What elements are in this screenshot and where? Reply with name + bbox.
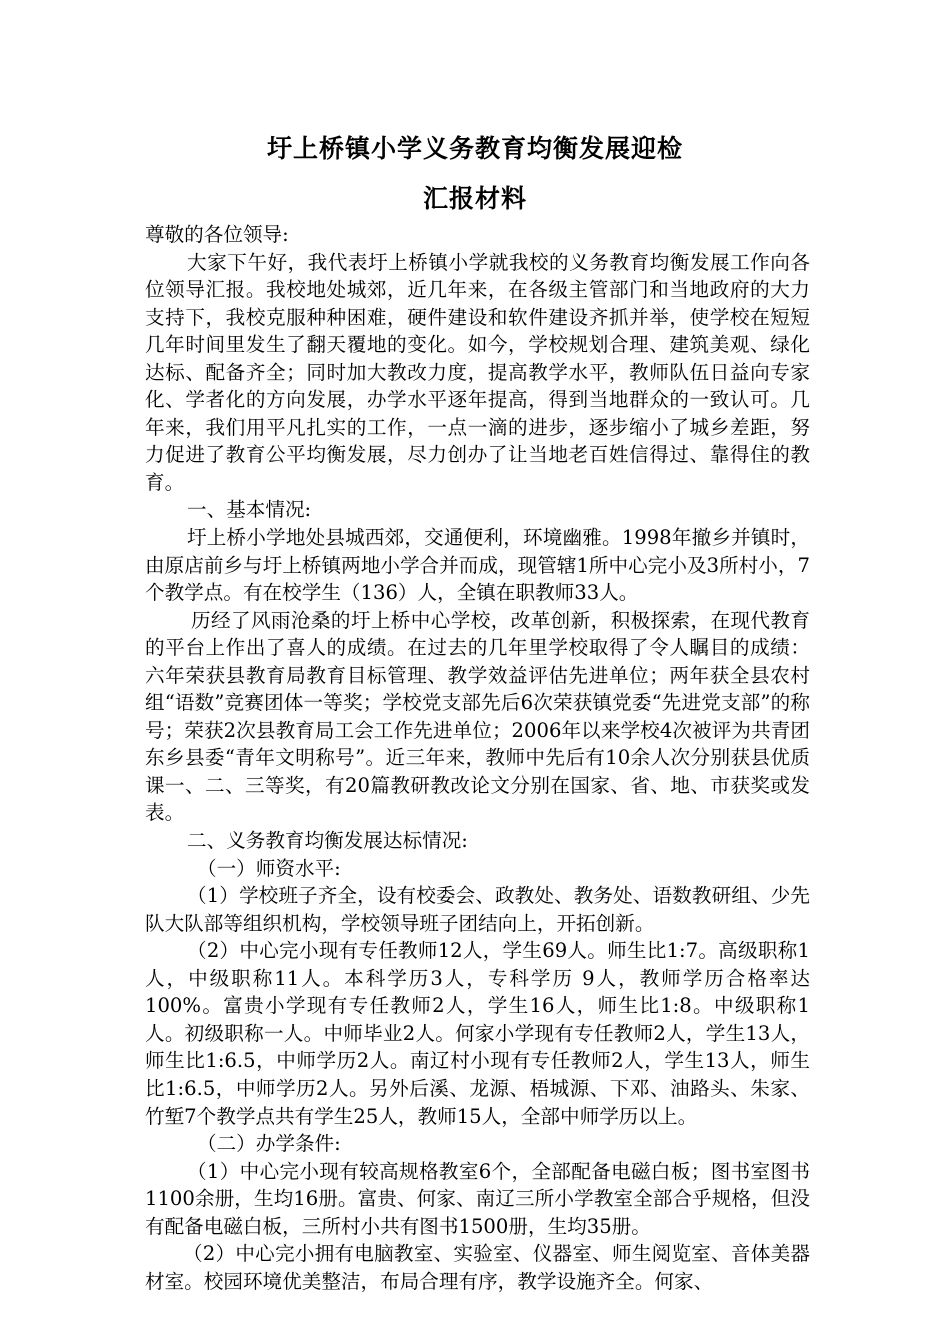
paragraph-achievements: 历经了风雨沧桑的圩上桥中心学校，改革创新，积极探索，在现代教育的平台上作出了喜人的成绩。在过去的几年里学校取得了令人瞩目的成绩：六年荣获县教育局教育目标管理、教学效益评估先进单位；两年获全县农村组“语数”竞赛团体一等奖；学校党支部先后6次荣获镇党委“先进党支部”的称号；荣获2次县教育局工会工作先进单位；2006年以来学校4次被评为共青团东乡县委“青年文明称号”。近三年来，教师中先后有10余人次分别获县优质课一、二、三等奖，有20篇教研教改论文分别在国家、省、地、市获奖或发表。 bbox=[145, 608, 810, 825]
paragraph-teachers-2: （2）中心完小现有专任教师12人，学生69人。师生比1:7。高级职称1人，中级职称11人。本科学历3人，专科学历 9人，教师学历合格率达100%。富贵小学现有专任教师2人，学生16人，师生比1:8。中级职称1人。初级职称一人。中师毕业2人。何家小学现有专任教师2人，学生13人，师生比1:6.5，中师学历2人。南辽村小现有专任教师2人，学生13人，师生比1:6.5，中师学历2人。另外后溪、龙源、梧城源、下邓、油路头、朱家、竹堑7个教学点共有学生25人，教师15人，全部中师学历以上。 bbox=[145, 939, 810, 1128]
document-title-line1: 圩上桥镇小学义务教育均衡发展迎检 bbox=[266, 134, 683, 163]
subsection-heading-teachers: （一）师资水平: bbox=[197, 856, 341, 880]
paragraph-basic-info: 圩上桥小学地处县城西郊，交通便利，环境幽雅。1998年撤乡并镇时，由原店前乡与圩上桥镇两地小学合并而成，现管辖1所中心完小及3所村小，7个教学点。有在校学生（136）人，全镇在职教师33人。 bbox=[145, 526, 810, 605]
document-title-line2: 汇报材料 bbox=[422, 184, 527, 213]
paragraph-conditions-2: （2）中心完小拥有电脑教室、实验室、仪器室、师生阅览室、音体美器材室。校园环境优美整洁，布局合理有序，教学设施齐全。何家、 bbox=[145, 1242, 810, 1293]
section-heading-basic: 一、基本情况: bbox=[187, 498, 312, 522]
salutation: 尊敬的各位领导: bbox=[145, 223, 289, 246]
paragraph-intro: 大家下午好，我代表圩上桥镇小学就我校的义务教育均衡发展工作向各位领导汇报。我校地处城郊，近几年来，在各级主管部门和当地政府的大力支持下，我校克服种种困难，硬件建设和软件建设齐抓并举，使学校在短短几年时间里发生了翻天覆地的变化。如今，学校规划合理、建筑美观、绿化达标、配备齐全；同时加大教改力度，提高教学水平，教师队伍日益向专家化、学者化的方向发展，办学水平逐年提高，得到当地群众的一致认可。几年来，我们用平凡扎实的工作，一点一滴的进步，逐步缩小了城乡差距，努力促进了教育公平均衡发展，尽力创办了让当地老百姓信得过、靠得住的教育。 bbox=[145, 250, 810, 494]
paragraph-conditions-1: （1）中心完小现有较高规格教室6个，全部配备电磁白板；图书室图书1100余册，生均16册。富贵、何家、南辽三所小学教室全部合乎规格，但没有配备电磁白板，三所村小共有图书1500册，生均35册。 bbox=[145, 1159, 810, 1238]
paragraph-teachers-1: （1）学校班子齐全，设有校委会、政教处、教务处、语数教研组、少先队大队部等组织机构，学校领导班子团结向上，开拓创新。 bbox=[145, 884, 810, 935]
document-body bbox=[145, 221, 810, 1295]
subsection-heading-conditions: （二）办学条件: bbox=[197, 1132, 341, 1156]
section-heading-standards: 二、义务教育均衡发展达标情况: bbox=[187, 829, 468, 853]
